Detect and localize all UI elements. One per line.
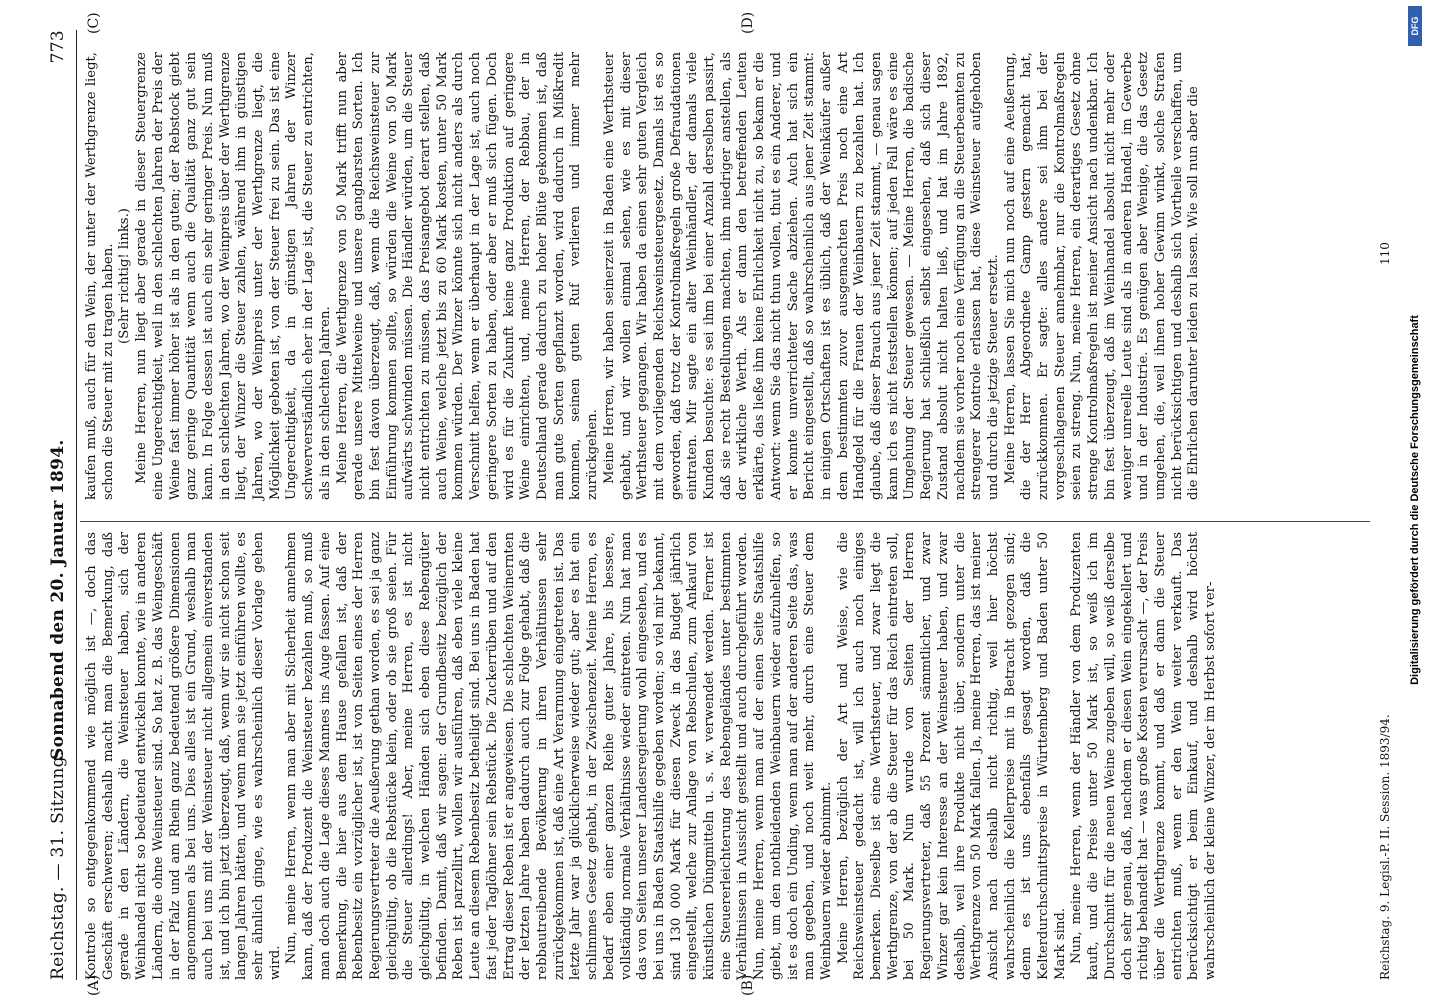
paragraph: kaufen muß, auch für den Wein, der unter der Werthgrenze liegt, schon die Steuer mit zu tragen haben. [84,52,116,500]
header-page-number: 773 [48,30,68,64]
paragraph: Nun, meine Herren, wenn der Händler von dem Produzenten kauft, und die Preise unter 50 Mark ist, so weiß ich im Durchschnitt für die neuen Weine zugeben will, so weiß derselbe doch sehr genau, daß, nachdem er diesen Wein eingekellert und richtig behandelt hat — was große Kosten verursacht —, der Preis über die Werthgrenze kommt, und daß er dann die Steuer entrichten muß, wenn er den Wein weiter verkauft. Das berücksichtigt er beim Einkauf, und deshalb wird höchst wahrscheinlich der kleine Winzer, der im Herbst sofort ver- [1069,532,1219,980]
sheet-number: 110 [1378,242,1392,265]
paragraph: Kontrole so entgegenkommend wie möglich ist —, doch das Geschäft erschweren; deshalb macht man die Bemerkung, daß gerade in den Ländern, die Weinsteuer haben, sich der Weinhandel nicht so bedeutend entwickeln konnte, wie in anderen Ländern, die ohne Weinsteuer sind. So hat z. B. das Weingeschäft in der Pfalz und am Rhein ganz bedeutend größere Dimensionen angenommen als bei uns. Dies alles ist ein Grund, weshalb man auch bei uns mit der Weinsteuer nicht allgemein einverstanden ist, und ich bin jetzt überzeugt, daß, wenn wir sie nicht schon seit langen Jahren hätten, und wenn man sie jetzt einführen wollte, es sehr ähnlich ginge, wie es wahrscheinlich dieser Vorlage gehen wird. [84,532,283,980]
paragraph: Meine Herren, bezüglich der Art und Weise, wie die Reichsweinsteuer gedacht ist, will ich auch noch einiges bemerken. Dieselbe ist eine Werthsteuer, und zwar liegt die Werthgrenze, von der ab die Steuer für das Reich eintreten soll, bei 50 Mark. Nun wurde von Seiten der Herren Regierungsvertreter, daß 55 Prozent sämmtlicher, und zwar Winzer gar kein Interesse an der Weinsteuer haben, und zwar deshalb, weil ihre Produkte nicht über, sondern unter die Werthgrenze von 50 Mark fallen. Ja, meine Herren, das ist meiner Ansicht nach deshalb nicht richtig, weil hier höchst wahrscheinlich die Kellerpreise mit in Betracht gezogen sind; denn es ist uns ebenfalls gesagt worden, daß die Kelterdurchschnittspreise in Württemberg und Baden unter 50 Mark sind. [835,532,1068,980]
header-left: Reichstag. — 31. Sitzung. [48,750,68,980]
dfg-notice: Digitalisierung gefördert durch die Deutsche Forschungsgemeinschaft [1409,315,1421,685]
left-column [84,532,1220,980]
header-date: Sonnabend den 20. Januar 1894. [48,439,68,760]
header-rule [76,30,77,980]
paragraph: Meine Herren, die Werthgrenze von 50 Mark trifft nun aber gerade unsere Mittelweine und unsere gangbarsten Sorten. Ich bin fest davon überzeugt, daß, wenn die Reichsweinsteuer zur Einführung kommen sollte, so würden die Weine von 50 Mark aufwärts schwinden müssen. Die Händler würden, um die Steuer nicht entrichten zu müssen, das Preisangebot derart stellen, daß auch Weine, welche jetzt bis zu 60 Mark kosten, unter 50 Mark kommen würden. Der Winzer könnte sich nicht anders als durch Verschnitt helfen, wenn er überhaupt in der Lage ist, auch noch geringere Sorten zu haben, oder aber er muß sich fügen. Doch wird es für die Zukunft keine ganz Produktion auf geringere Weine einrichten, und, meine Herren, der Rebbau, der in Deutschland gerade dadurch zu hoher Blüte gekommen ist, daß man gute Sorten gepflanzt worden, wird dadurch in Mißkredit kommen, seinen guten Ruf verlieren und immer mehr zurückgehen. [334,52,601,500]
right-column [84,52,1203,500]
margin-mark-c: (C) [86,12,102,34]
paragraph: Meine Herren, nun liegt aber gerade in dieser Steuergrenze eine Ungerechtigkeit, weil in den schlechten Jahren der Preis der Weine fast immer höher ist als in den guten; der Rebstock giebt ganz geringe Quantität wenn auch die Qualität ganz gut sein kann. In Folge dessen ist auch ein sehr geringer Preis. Nun muß in den schlechten Jahren, wo der Weinpreis über der Werthgrenze liegt, der Winzer die Steuer zahlen, während ihm in günstigen Jahren, wo der Weinpreis unter der Werthgrenze liegt, die Möglichkeit geboten ist, von der Steuer frei zu sein. Das ist eine Ungerechtigkeit, da in günstigen Jahren der Winzer schwerverständlich eher in der Lage ist, die Steuer zu entrichten, als in den schlechten Jahren. [134,52,333,500]
interjection: (Sehr richtig! links.) [117,208,133,344]
page-header [48,30,74,980]
dfg-logo [1408,6,1422,46]
paragraph: Meine Herren, wir haben seinerzeit in Baden eine Werthsteuer gehabt, und wir wollen einmal sehen, wie es mit dieser Werthsteuer gegangen. Wir haben da einen sehr guten Vergleich mit dem vorliegenden Reichsweinsteuergesetz. Damals ist es so geworden, daß trotz der Kontrolmaßregeln große Defraudationen eintraten. Mir sagte ein alter Weinhändler, der damals viele Kunden besuchte: es sei ihm bei einer Anzahl derselben passirt, daß sie recht Bestellungen machten, ihm niedriger anstellen, als der wirkliche Werth. Als er dann den betreffenden Leuten erklärte, das ließe ihm keine Ehrlichkeit nicht zu, so bekam er die Antwort: wenn Sie das nicht thun wollen, thut es ein Anderer, und er konnte unverrichteter Sache abziehen. Auch hat sich ein Bericht eingestellt, daß so wahrscheinlich aus jener Zeit stammt: in einigen Ortschaften ist es üblich, daß der Weinkäufer außer dem bestimmten zuvor ausgemachten Preis noch eine Art Handgeld für die Frauen der Weinbauern zu bezahlen hat. Ich glaube, daß dieser Brauch aus jener Zeit stammt, — genau sagen kann ich es nicht feststellen können; auf jeden Fall wäre es eine Umgehung der Steuer gewesen. — Meine Herren, die badische Regierung hat schließlich selbst eingesehen, daß sich dieser Zustand absolut nicht halten ließ, und hat im Jahre 1892, nachdem sie vorher noch eine Verfügung an die Steuerbeamten zu strengerer Kontrole erlassen hat, diese Weinsteuer aufgehoben und durch die jetzige Steuer ersetzt. [601,52,1001,500]
paragraph: Nun, meine Herren, wenn man aber mit Sicherheit annehmen kann, daß der Produzent die Weinsteuer bezahlen muß, so muß man doch auch die Lage dieses Mannes ins Auge fassen. Auf eine Bemerkung, die hier aus dem Hause gefallen ist, daß der Rebenbesitz ein vorzüglicher ist, ist von Seiten eines der Herren Regierungsvertreter die Aeußerung gethan worden, es sei ja ganz gleichgültig, ob die Rebstücke klein, oder ob sie groß seien. Für die Steuer allerdings! Aber, meine Herren, es ist nicht gleichgültig, in welchen Händen sich eben diese Rebengüter befinden. Damit, daß wir sagen: der Grundbesitz bezüglich der Reben ist parzellirt, wollen wir ausführen, daß eben viele kleine Leute an diesem Rebenbesitz betheiligt sind. Bei uns in Baden hat fast jeder Taglöhner sein Rebstück. Die Zuckerrüben und auf den Ertrag dieser Reben ist er angewiesen. Die schlechten Weinernten der letzten Jahre haben dadurch auch zur Folge gehabt, daß die rebbautreibende Bevölkerung in ihren Verhältnissen sehr zurückgekommen ist, daß eine Art Verarmung eingetreten ist. Das letzte Jahr war ja glücklicherweise wieder gut; aber es hat ein schlimmes Gesetz gehabt, in der Zwischenzeit. Meine Herren, es bedarf eben einer ganzen Reihe guter Jahre, bis bessere, vollständig normale Verhältnisse wieder eintreten. Nun hat man das von Seiten unserer Landesregierung wohl eingesehen, und es bei uns in Baden Staatshilfe gegeben worden; so viel mir bekannt, sind 130 000 Mark für diesen Zweck in das Budget jährlich eingestellt, welche zur Anlage von Rebschulen, zum Ankauf von künstlichen Düngmitteln u. s. w. verwendet werden. Ferner ist eine Steuererleichterung des Rebengeländes unter bestimmten Verhältnissen in Aussicht gestellt und auch durchgeführt worden. Nun, meine Herren, wenn man auf der einen Seite Staatshilfe giebt, um den nothleidenden Weinbauern wieder aufzuhelfen, so ist es doch ein Unding, wenn man auf der anderen Seite das, was man gegeben, und noch weit mehr, durch eine Steuer dem Weinbauern wieder abnimmt. [284,532,834,980]
margin-mark-d: (D) [740,11,756,34]
dfg-sidebar [1398,0,1432,1000]
paragraph: Meine Herren, lassen Sie mich nun noch auf eine Aeußerung, die der Herr Abgeordnete Gamp gestern gemacht hat, zurückkommen. Er sagte: alles andere sei ihm bei der vorgeschlagenen Steuer annehmbar, nur die Kontrolmaßregeln seien zu streng. Nun, meine Herren, ein derartiges Gesetz ohne strenge Kontrolmaßregeln ist meiner Ansicht nach undenkbar. Ich bin fest überzeugt, daß im Weinhandel absolut nicht mehr oder weniger unreelle Leute sind als in anderen Handel, im Gewerbe und in der Industrie. Es genügen aber Wenige, die das Gesetz umgehen, die, weil ihnen hoher Gewinn winkt, solche Strafen nicht berücksichtigen und deshalb sich Vortheile verschaffen, um die Ehrlichen darunter leiden zu lassen. Wie soll nun aber die [1002,52,1202,500]
column-divider [80,521,1370,522]
margin-mark-a: (A) [86,974,102,996]
page-footer: Reichstag. 9. Legisl.-P. II. Session. 1893/94. [1378,714,1392,980]
margin-mark-b: (B) [740,974,756,996]
dfg-logo-text: DFG [1410,16,1420,36]
